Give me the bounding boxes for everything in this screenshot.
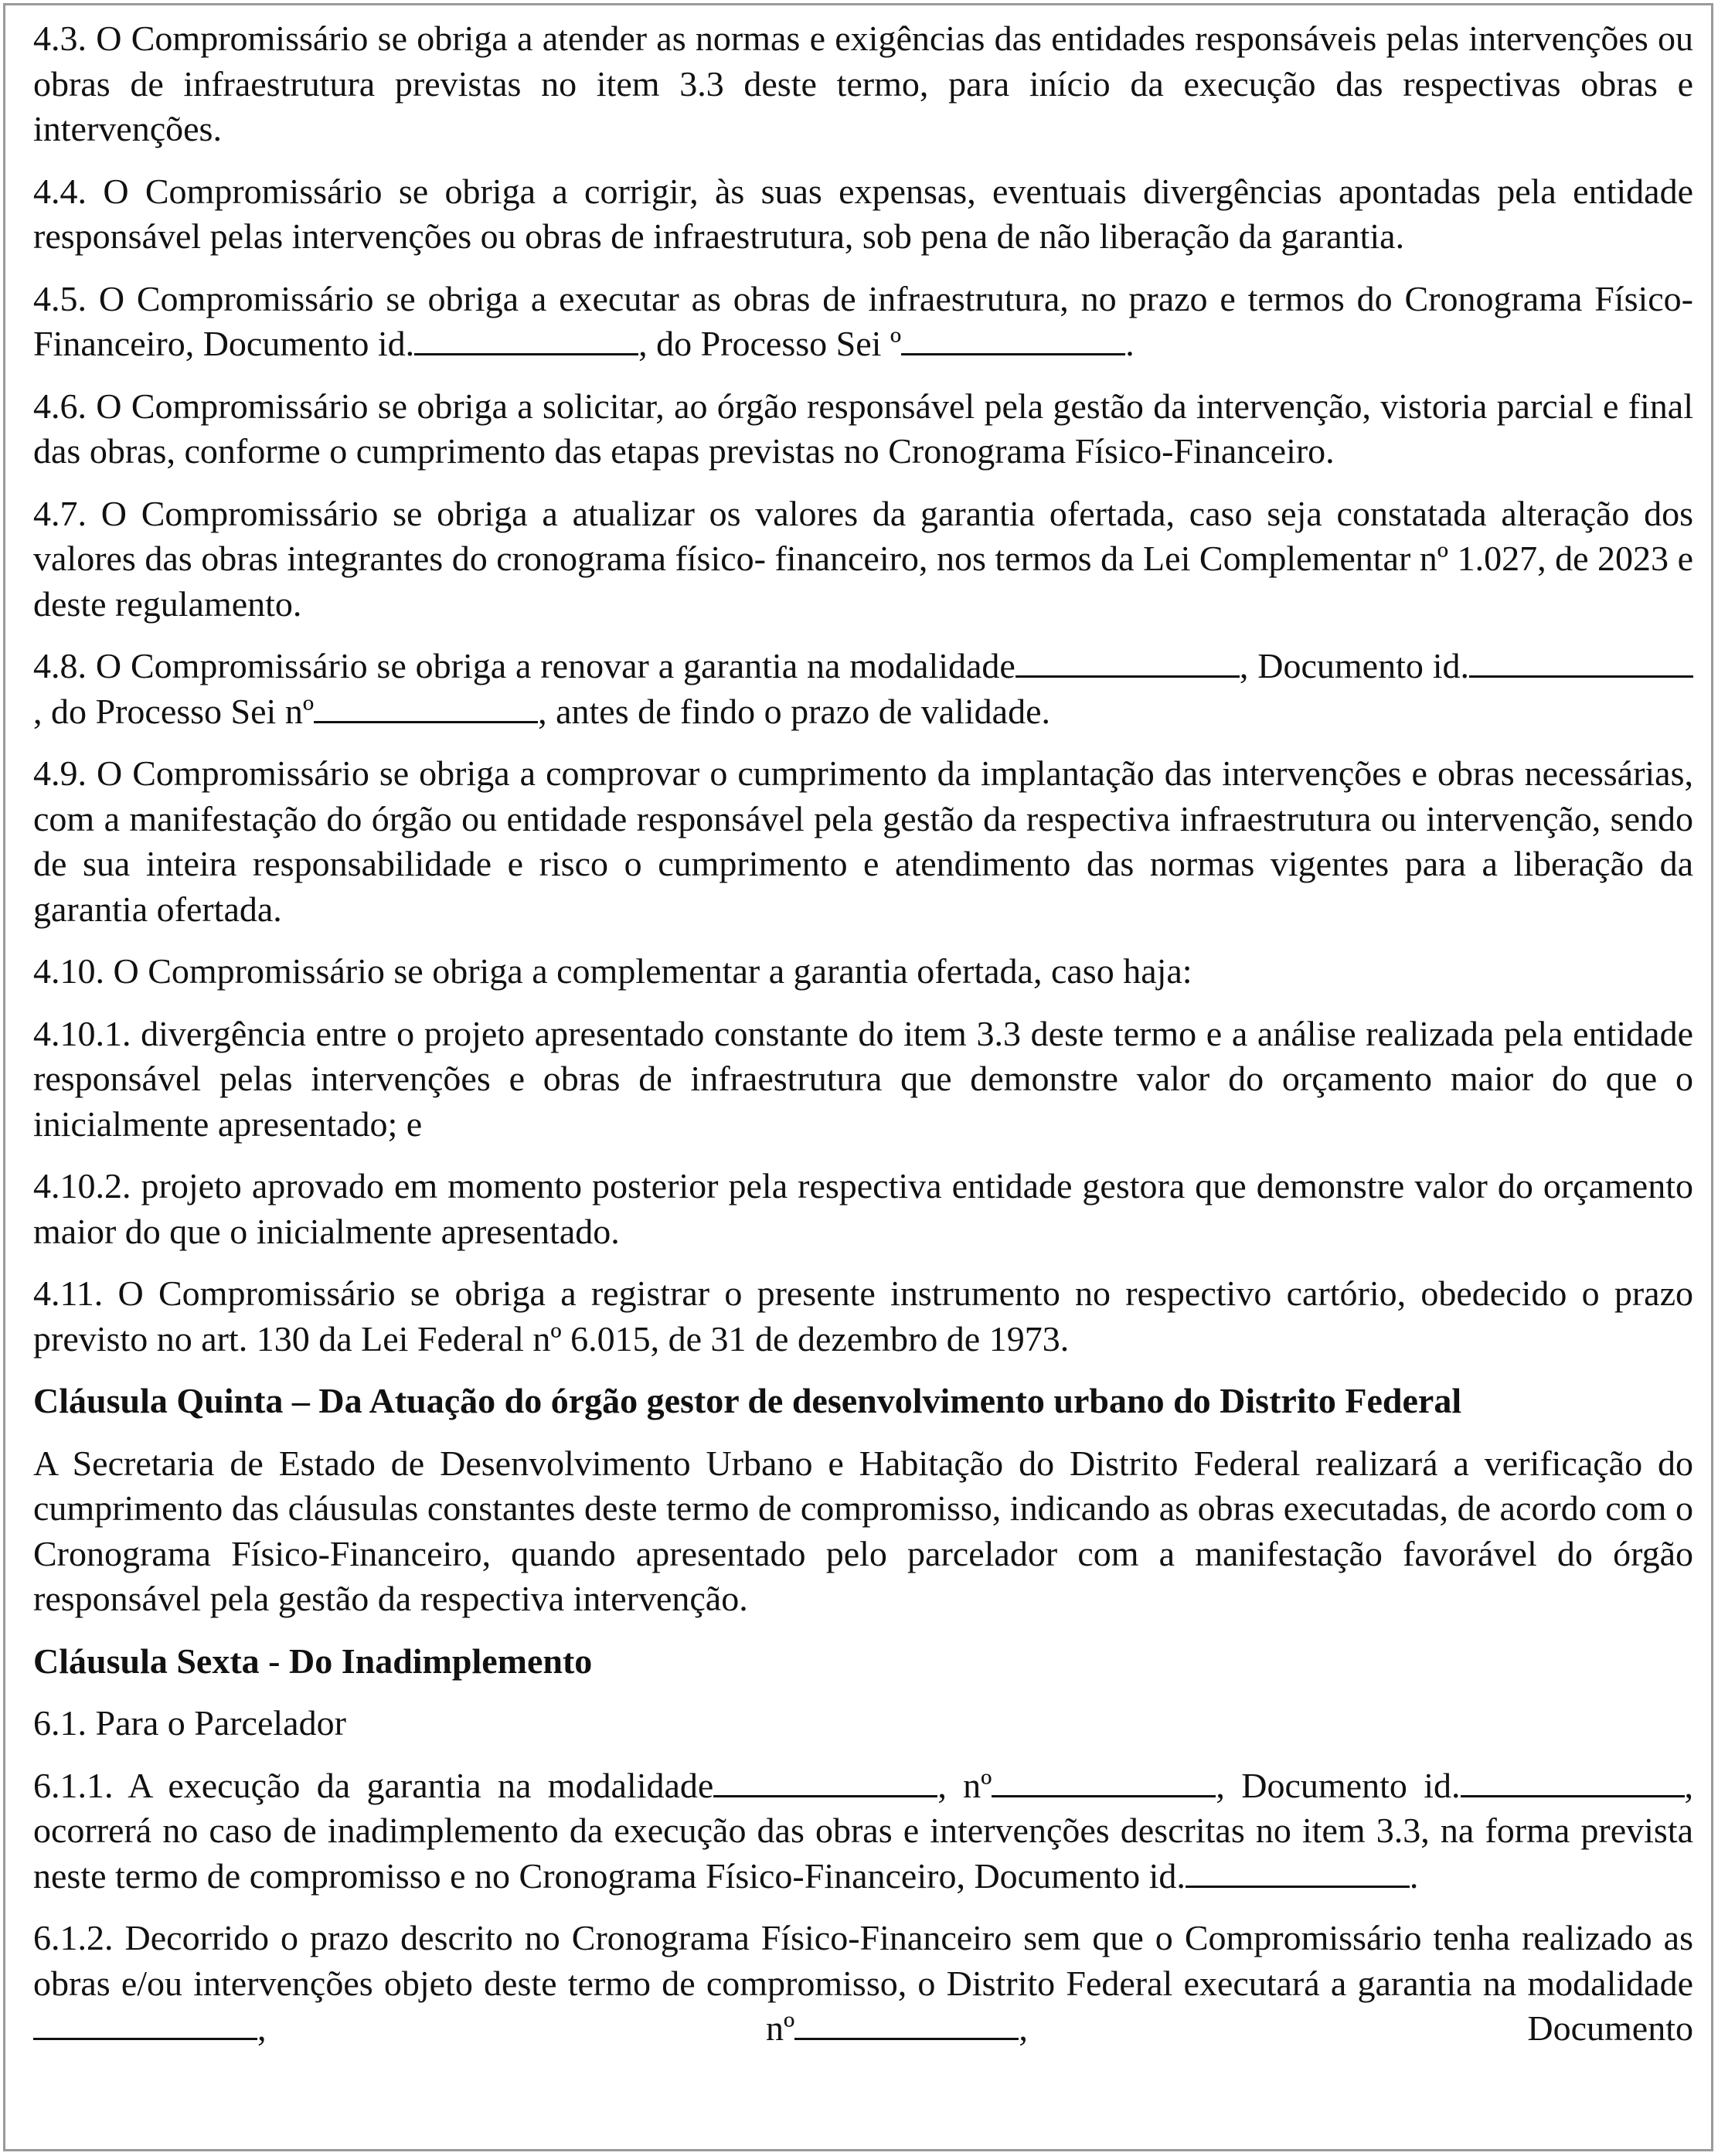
modality-blank — [713, 1764, 937, 1797]
clause-4-7: 4.7. O Compromissário se obriga a atualizar os valores da garantia ofertada, caso seja constatada alteração dos valores das obras integrantes do cronograma físico- financeiro, nos termos da Lei Complementar nº 1.027, de 2023 e deste regulamento. — [33, 493, 1693, 624]
clause-4-4: 4.4. O Compromissário se obriga a corrigir, às suas expensas, eventuais divergências apontadas pela entidade responsável pelas intervenções ou obras de infraestrutura, sob pena de não liberação da garantia. — [33, 171, 1693, 256]
process-number-blank — [901, 322, 1125, 355]
clause-sexta-heading: Cláusula Sexta - Do Inadimplemento — [33, 1641, 593, 1681]
clause-4-10-2: 4.10.2. projeto aprovado em momento posterior pela respectiva entidade gestora que demonstre valor do orçamento maior do que o inicialmente apresentado. — [33, 1166, 1693, 1251]
clause-4-6: 4.6. O Compromissário se obriga a solicitar, ao órgão responsável pela gestão da intervenção, vistoria parcial e final das obras, conforme o cumprimento das etapas previstas no Cronograma Físico-Financeiro. — [33, 386, 1693, 471]
clause-4-8-text-b: , Documento id. — [1239, 646, 1469, 685]
clause-4-11: 4.11. O Compromissário se obriga a registrar o presente instrumento no respectivo cartório, obedecido o prazo previsto no art. 130 da Lei Federal nº 6.015, de 31 de dezembro de 1973. — [33, 1274, 1693, 1359]
clause-6-1: 6.1. Para o Parcelador — [33, 1703, 346, 1743]
clause-6-1-1-text-a: 6.1.1. A execução da garantia na modalidade — [33, 1765, 714, 1805]
document-page — [3, 3, 1713, 2151]
clause-4-3: 4.3. O Compromissário se obriga a atender as normas e exigências das entidades responsáveis pelas intervenções ou obras de infraestrutura previstas no item 3.3 deste termo, para início da execução das respectivas obras e intervenções. — [33, 19, 1693, 148]
number-blank — [794, 2007, 1019, 2040]
clause-6-1-1-text-c: , Documento id. — [1216, 1765, 1461, 1805]
number-blank — [992, 1764, 1216, 1797]
clause-4-5-text-c: . — [1125, 324, 1135, 363]
clause-6-1-2-text-b: , nº — [257, 2008, 795, 2048]
clause-4-10-1: 4.10.1. divergência entre o projeto apresentado constante do item 3.3 deste termo e a análise realizada pela entidade responsável pelas intervenções e obras de infraestrutura que demonstre valor do orçamento maior do que o inicialmente apresentado; e — [33, 1013, 1693, 1144]
modality-blank — [33, 2007, 257, 2040]
clause-4-8-text-a: 4.8. O Compromissário se obriga a renovar a garantia na modalidade — [33, 646, 1015, 685]
clause-6-1-1-text-e: . — [1409, 1855, 1419, 1896]
document-id-blank — [1461, 1764, 1685, 1797]
clause-quinta-heading: Cláusula Quinta – Da Atuação do órgão gestor de desenvolvimento urbano do Distrito Federal — [33, 1381, 1462, 1420]
clause-4-8-text-d: , antes de findo o prazo de validade. — [538, 691, 1051, 731]
clause-4-10: 4.10. O Compromissário se obriga a complementar a garantia ofertada, caso haja: — [33, 951, 1192, 991]
clause-4-8-text-c: , do Processo Sei nº — [33, 691, 315, 731]
clause-4-5-text-a: 4.5. O Compromissário se obriga a executar as obras de infraestrutura, no prazo e termos do Cronograma Físico-Financeiro, Documento id. — [33, 278, 1693, 363]
schedule-document-id-blank — [1186, 1855, 1410, 1888]
clause-6-1-1-text-d: , ocorrerá no caso de inadimplemento da execução das obras e intervenções descritas no item 3.3, na forma prevista neste termo de compromisso e no Cronograma Físico-Financeiro, Documento id. — [33, 1765, 1693, 1896]
clause-4-5 — [33, 277, 1693, 367]
document-id-blank — [414, 322, 638, 355]
clause-quinta-body: A Secretaria de Estado de Desenvolvimento Urbano e Habitação do Distrito Federal realizará a verificação do cumprimento das cláusulas constantes deste termo de compromisso, indicando as obras executadas, de acordo com o Cronograma Físico-Financeiro, quando apresentado pelo parcelador com a manifestação favorável do órgão responsável pela gestão da respectiva intervenção. — [33, 1443, 1693, 1618]
clause-6-1-2-text-c: , Documento — [1019, 2008, 1693, 2048]
clause-4-5-text-b: , do Processo Sei º — [638, 324, 902, 363]
clause-6-1-1-text-b: , nº — [937, 1765, 992, 1805]
clause-6-1-2-text-a: 6.1.2. Decorrido o prazo descrito no Cronograma Físico-Financeiro sem que o Compromissário tenha realizado as obras e/ou intervenções objeto deste termo de compromisso, o Distrito Federal executará a garantia na modalidade — [33, 1918, 1693, 2003]
clause-4-8 — [33, 644, 1693, 734]
document-id-blank — [1469, 644, 1693, 678]
process-number-blank — [314, 690, 538, 723]
modality-blank — [1015, 644, 1240, 678]
document-body — [33, 16, 1693, 2113]
clause-6-1-2 — [33, 1916, 1693, 2096]
clause-4-9: 4.9. O Compromissário se obriga a comprovar o cumprimento da implantação das intervenções e obras necessárias, com a manifestação do órgão ou entidade responsável pela gestão da respectiva infraestrutura ou intervenção, sendo de sua inteira responsabilidade e risco o cumprimento e atendimento das normas vigentes para a liberação da garantia ofertada. — [33, 753, 1693, 929]
clause-6-1-1 — [33, 1763, 1693, 1899]
